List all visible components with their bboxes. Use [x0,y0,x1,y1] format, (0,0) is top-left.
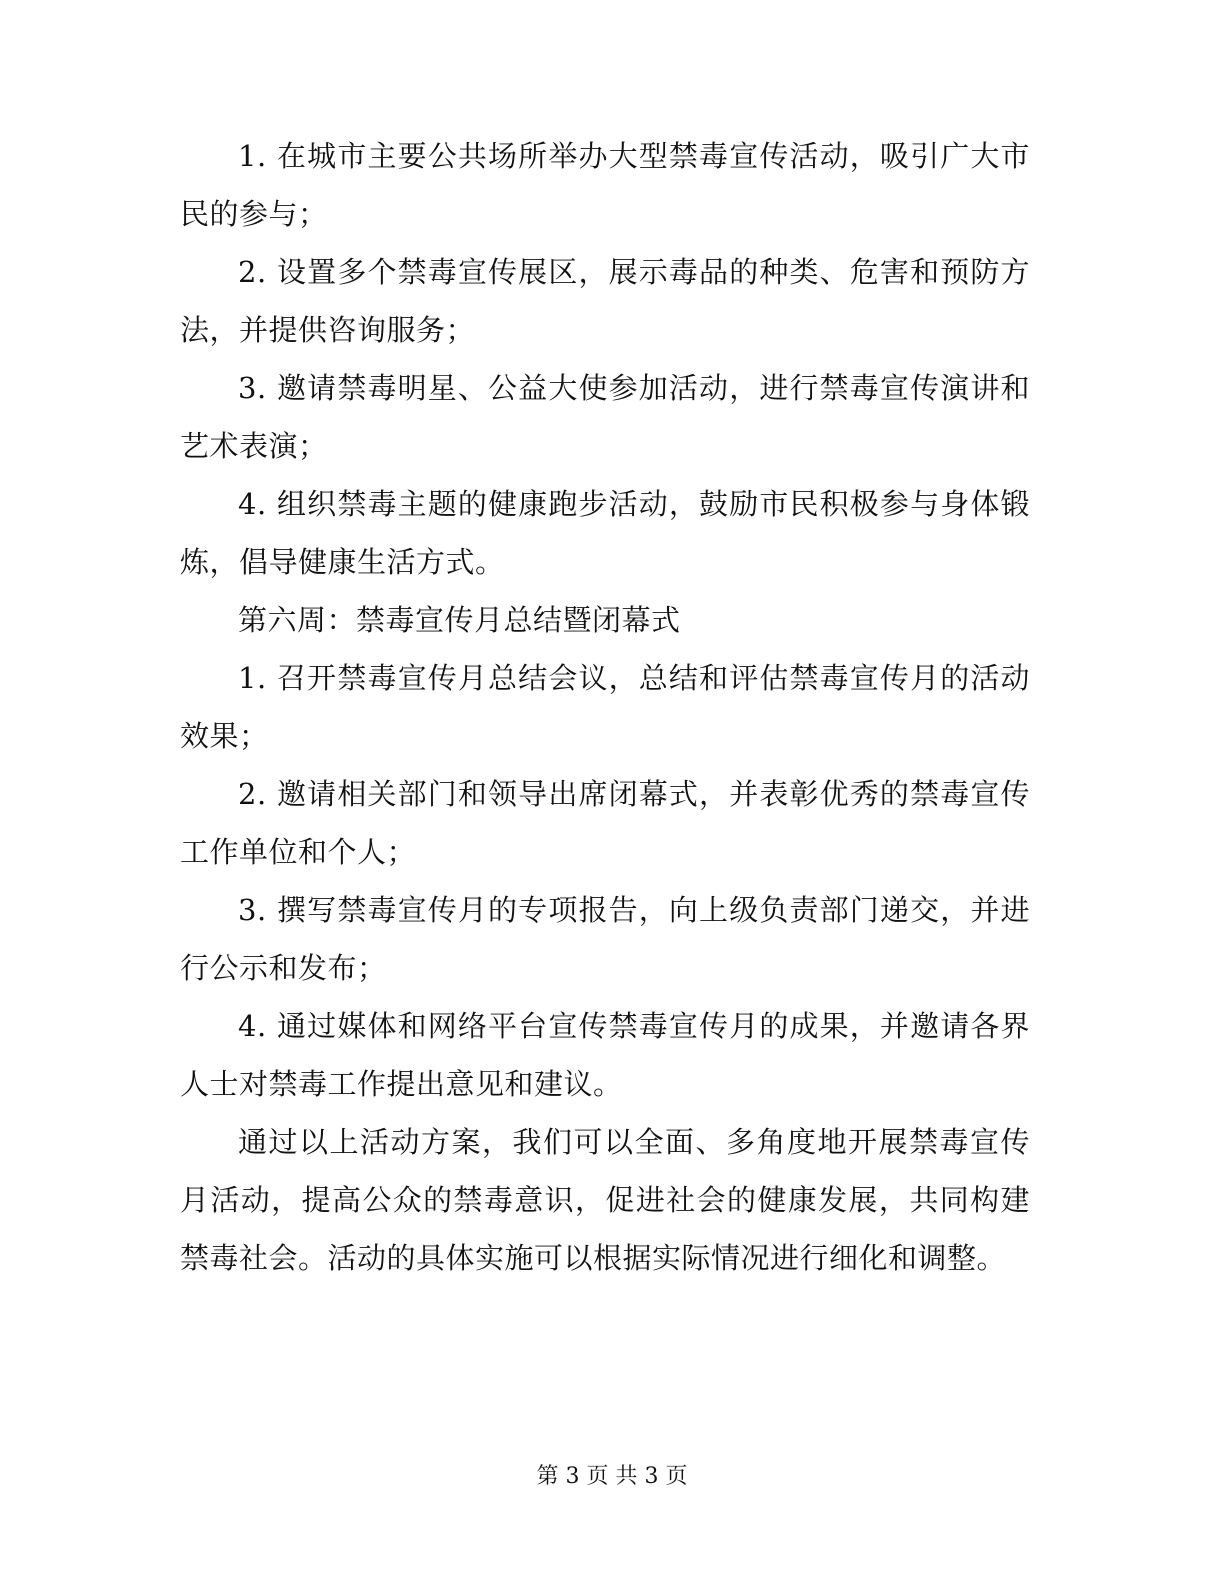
section-heading-week6: 第六周：禁毒宣传月总结暨闭幕式 [238,603,681,637]
list-item-week5-4: 4. 组织禁毒主题的健康跑步活动，鼓励市民积极参与身体锻炼，倡导健康生活方式。 [180,487,1030,579]
document-body [180,127,1030,1287]
page-footer [0,1462,1224,1492]
list-item-week6-1: 1. 召开禁毒宣传月总结会议，总结和评估禁毒宣传月的活动效果； [180,661,1030,753]
list-item-week6-2: 2. 邀请相关部门和领导出席闭幕式，并表彰优秀的禁毒宣传工作单位和个人； [180,777,1030,869]
list-item-week5-3: 3. 邀请禁毒明星、公益大使参加活动，进行禁毒宣传演讲和艺术表演； [180,371,1030,463]
list-item-week5-2: 2. 设置多个禁毒宣传展区，展示毒品的种类、危害和预防方法，并提供咨询服务； [180,255,1030,347]
page-number: 第 3 页 共 3 页 [536,1464,688,1489]
list-item-week6-4: 4. 通过媒体和网络平台宣传禁毒宣传月的成果，并邀请各界人士对禁毒工作提出意见和建议。 [180,1009,1030,1101]
conclusion-paragraph: 通过以上活动方案，我们可以全面、多角度地开展禁毒宣传月活动，提高公众的禁毒意识，促进社会的健康发展，共同构建禁毒社会。活动的具体实施可以根据实际情况进行细化和调整。 [180,1125,1030,1275]
list-item-week6-3: 3. 撰写禁毒宣传月的专项报告，向上级负责部门递交，并进行公示和发布； [180,893,1030,985]
list-item-week5-1: 1. 在城市主要公共场所举办大型禁毒宣传活动，吸引广大市民的参与； [180,139,1030,231]
